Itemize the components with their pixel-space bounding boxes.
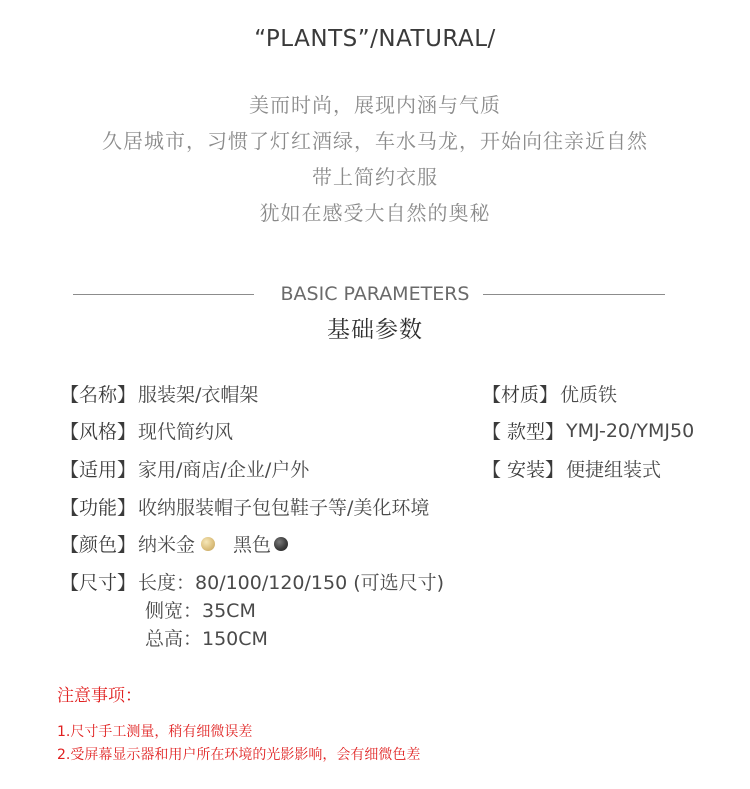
param-style (60, 417, 233, 444)
param-model-label: 【 款型】 (482, 421, 565, 443)
param-install (482, 455, 661, 482)
param-name (60, 380, 258, 407)
param-model (482, 417, 694, 444)
note-item-1: 1.尺寸手工测量，稍有细微误差 (57, 724, 253, 740)
color-option-black-label: 黑色 (233, 534, 272, 556)
param-material-label: 【材质】 (482, 384, 559, 406)
param-function-value: 收纳服装帽子包包鞋子等/美化环境 (138, 497, 430, 519)
param-install-label: 【 安装】 (482, 459, 565, 481)
param-function (60, 493, 429, 520)
param-function-label: 【功能】 (60, 497, 137, 519)
intro-line-2: 久居城市，习惯了灯红酒绿，车水马龙，开始向往亲近自然 (102, 129, 648, 153)
param-color-label: 【颜色】 (60, 534, 137, 556)
param-style-value: 现代简约风 (138, 421, 234, 443)
param-size-width: 侧宽：35CM (145, 600, 256, 622)
notes-title: 注意事项： (57, 686, 142, 706)
black-swatch-icon (274, 537, 288, 551)
section-title-cn: 基础参数 (327, 317, 423, 343)
param-size-height: 总高：150CM (145, 628, 268, 650)
param-size-length: 长度：80/100/120/150 (可选尺寸) (138, 572, 445, 594)
param-usage-value: 家用/商店/企业/户外 (138, 459, 310, 481)
param-size-label: 【尺寸】 (60, 572, 137, 594)
intro-line-4: 犹如在感受大自然的奥秘 (259, 201, 491, 225)
param-name-label: 【名称】 (60, 384, 137, 406)
param-install-value: 便捷组装式 (566, 459, 662, 481)
gold-swatch-icon (201, 537, 215, 551)
section-title-en: BASIC PARAMETERS (280, 283, 470, 305)
param-size (60, 568, 444, 595)
param-usage-label: 【适用】 (60, 459, 137, 481)
intro-line-1: 美而时尚，展现内涵与气质 (249, 93, 501, 117)
param-material-value: 优质铁 (560, 384, 618, 406)
param-model-value: YMJ-20/YMJ50 (566, 419, 695, 442)
note-item-2: 2.受屏幕显示器和用户所在环境的光影影响，会有细微色差 (57, 747, 421, 763)
param-usage (60, 455, 309, 482)
intro-line-3: 带上简约衣服 (312, 165, 438, 189)
param-style-label: 【风格】 (60, 421, 137, 443)
param-material (482, 380, 617, 407)
color-option-gold-label: 纳米金 (138, 534, 196, 556)
page-title: “PLANTS”/NATURAL/ (254, 26, 496, 52)
param-name-value: 服装架/衣帽架 (138, 384, 259, 406)
param-color (60, 530, 288, 557)
